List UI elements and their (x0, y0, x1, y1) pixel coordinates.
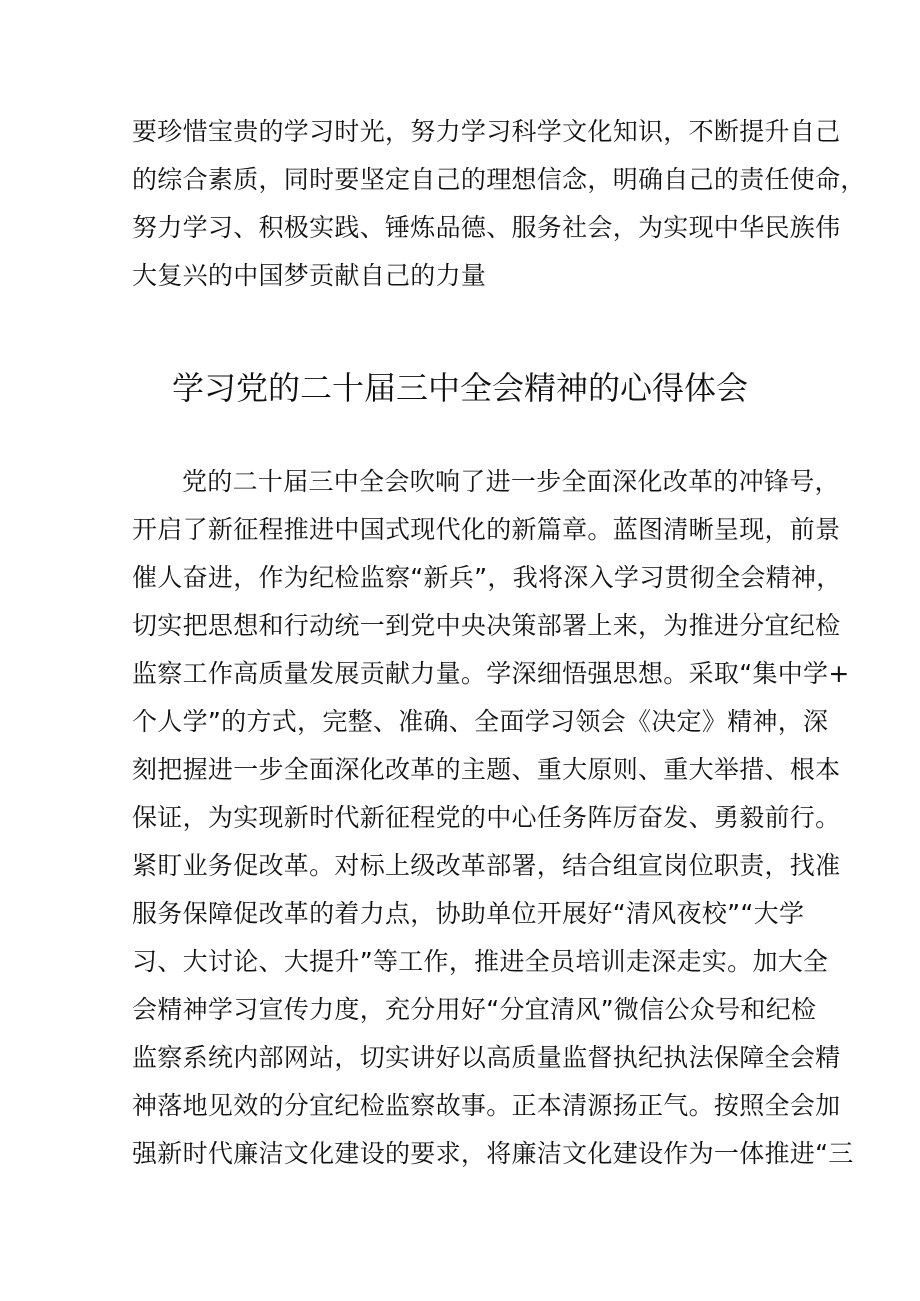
body-line-6: 个人学”的方式，完整、准确、全面学习领会《决定》精神，深 (132, 707, 829, 736)
body-line-9: 紧盯业务促改革。对标上级改革部署，结合组宣岗位职责，找准 (132, 851, 841, 880)
body-line-15: 强新时代廉洁文化建设的要求，将廉洁文化建设作为一体推进“三 (132, 1139, 854, 1168)
intro-line-4: 大复兴的中国梦贡献自己的力量 (132, 261, 487, 290)
body-line-7: 刻把握进一步全面深化改革的主题、重大原则、重大举措、根本 (132, 755, 841, 784)
body-line-14: 神落地见效的分宜纪检监察故事。正本清源扬正气。按照全会加 (132, 1091, 841, 1120)
body-line-10: 服务保障促改革的着力点，协助单位开展好“清风夜校”“大学 (132, 899, 805, 928)
intro-line-2: 的综合素质，同时要坚定自己的理想信念，明确自己的责任使命， (132, 165, 866, 194)
body-line-3: 催人奋进，作为纪检监察“新兵”，我将深入学习贯彻全会精神， (132, 563, 842, 592)
article-title: 学习党的二十届三中全会精神的心得体会 (171, 369, 748, 407)
body-line-2: 开启了新征程推进中国式现代化的新篇章。蓝图清晰呈现，前景 (132, 515, 841, 544)
body-line-12: 会精神学习宣传力度，充分用好“分宜清风”微信公众号和纪检 (132, 995, 817, 1024)
body-line-11: 习、大讨论、大提升”等工作，推进全员培训走深走实。加大全 (132, 947, 829, 976)
body-line-4: 切实把思想和行动统一到党中央决策部署上来，为推进分宜纪检 (132, 611, 841, 640)
intro-line-1: 要珍惜宝贵的学习时光，努力学习科学文化知识，不断提升自己 (132, 117, 841, 146)
body-line-1: 党的二十届三中全会吹响了进一步全面深化改革的冲锋号， (182, 467, 840, 496)
intro-line-3: 努力学习、积极实践、锤炼品德、服务社会，为实现中华民族伟 (132, 213, 841, 242)
body-line-5: 监察工作高质量发展贡献力量。学深细悟强思想。采取“集中学+ (132, 659, 850, 688)
body-line-13: 监察系统内部网站，切实讲好以高质量监督执纪执法保障全会精 (132, 1043, 841, 1072)
body-line-8: 保证，为实现新时代新征程党的中心任务阵厉奋发、勇毅前行。 (132, 803, 841, 832)
